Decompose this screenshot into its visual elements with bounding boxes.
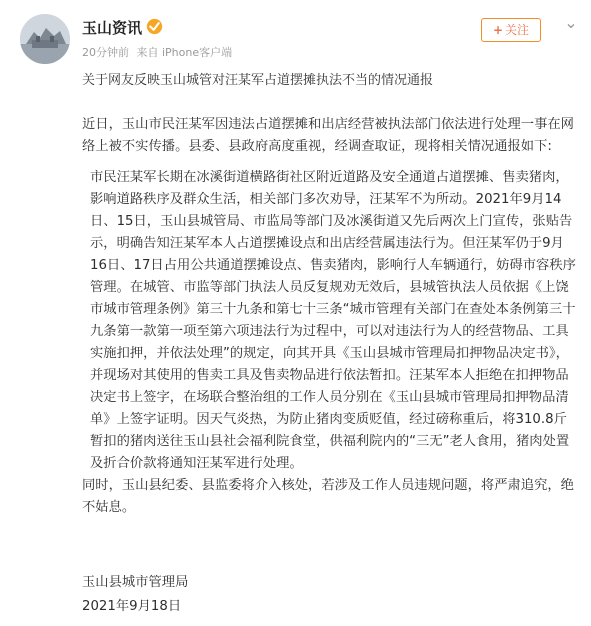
notice-image[interactable] <box>82 106 582 618</box>
avatar-image <box>20 14 70 64</box>
post-time[interactable]: 20分钟前 <box>82 46 129 59</box>
post-meta <box>82 44 236 60</box>
notice-signature <box>82 571 188 619</box>
follow-button[interactable] <box>481 18 541 42</box>
post-title: 关于网友反映玉山城管对汪某军占道摆摊执法不当的情况通报 <box>82 73 434 88</box>
notice-paragraph-intro: 近日，玉山市民汪某军因违法占道摆摊和出店经营被执法部门依法进行处理一事在网络上被不实传播。县委、县政府高度重视，经调查取证，现将相关情况通报如下: <box>82 117 574 154</box>
follow-label: 关注 <box>505 23 530 37</box>
avatar[interactable] <box>20 14 70 64</box>
author-name[interactable]: 玉山资讯 <box>82 19 143 37</box>
verified-badge-icon <box>146 18 163 35</box>
notice-paragraph-details: 市民汪某军长期在冰溪街道横路街社区附近道路及安全通道占道摆摊、售卖猪肉，影响道路秩序及群众生活，相关部门多次劝导，汪某军不为所动。2021年9月14日、15日，玉山县城管局、市监局等部门及冰溪街道又先后两次上门宣传，张贴告示，明确告知汪某军本人占道摆摊设点和出店经营属违法行为。但汪某军仍于9月16日、17日占用公共通道摆摊设点、售卖猪肉，影响行人车辆通行，妨碍市容秩序管理。在城管、市监等部门执法人员反复规劝无效后，县城管执法人员依据《上饶市城市管理条例》第三十九条和第七十三条“城市管理有关部门在查处本条例第三十九条第一款第一项至第六项违法行为过程中，可以对违法行为人的经营物品、工具实施扣押，并依法处理”的规定，向其开具《玉山县城市管理局扣押物品决定书》，并现场对其使用的售卖工具及售卖物品进行依法暂扣。汪某军本人拒绝在扣押物品决定书上签字，在场联合整治组的工作人员分别在《玉山县城市管理局扣押物品清单》上签字证明。因天气炎热，为防止猪肉变质贬值，经过磅称重后，将310.8斤暂扣的猪肉送往玉山县社会福利院食堂，供福利院内的“三无”老人食用，猪肉处置及折合价款将通知汪某军进行处理。 <box>90 170 576 471</box>
chevron-down-icon[interactable]: ⌄ <box>564 13 578 32</box>
signature-date: 2021年9月18日 <box>82 599 182 614</box>
notice-body <box>82 114 577 519</box>
post-header <box>0 0 591 110</box>
plus-icon: + <box>492 23 504 37</box>
signature-org: 玉山县城市管理局 <box>82 575 189 590</box>
notice-paragraph-followup: 同时，玉山县纪委、县监委将介入核处，若涉及工作人员违规问题，将严肃追究，绝不姑息。 <box>82 478 574 515</box>
post-source: 来自 iPhone客户端 <box>136 46 233 59</box>
